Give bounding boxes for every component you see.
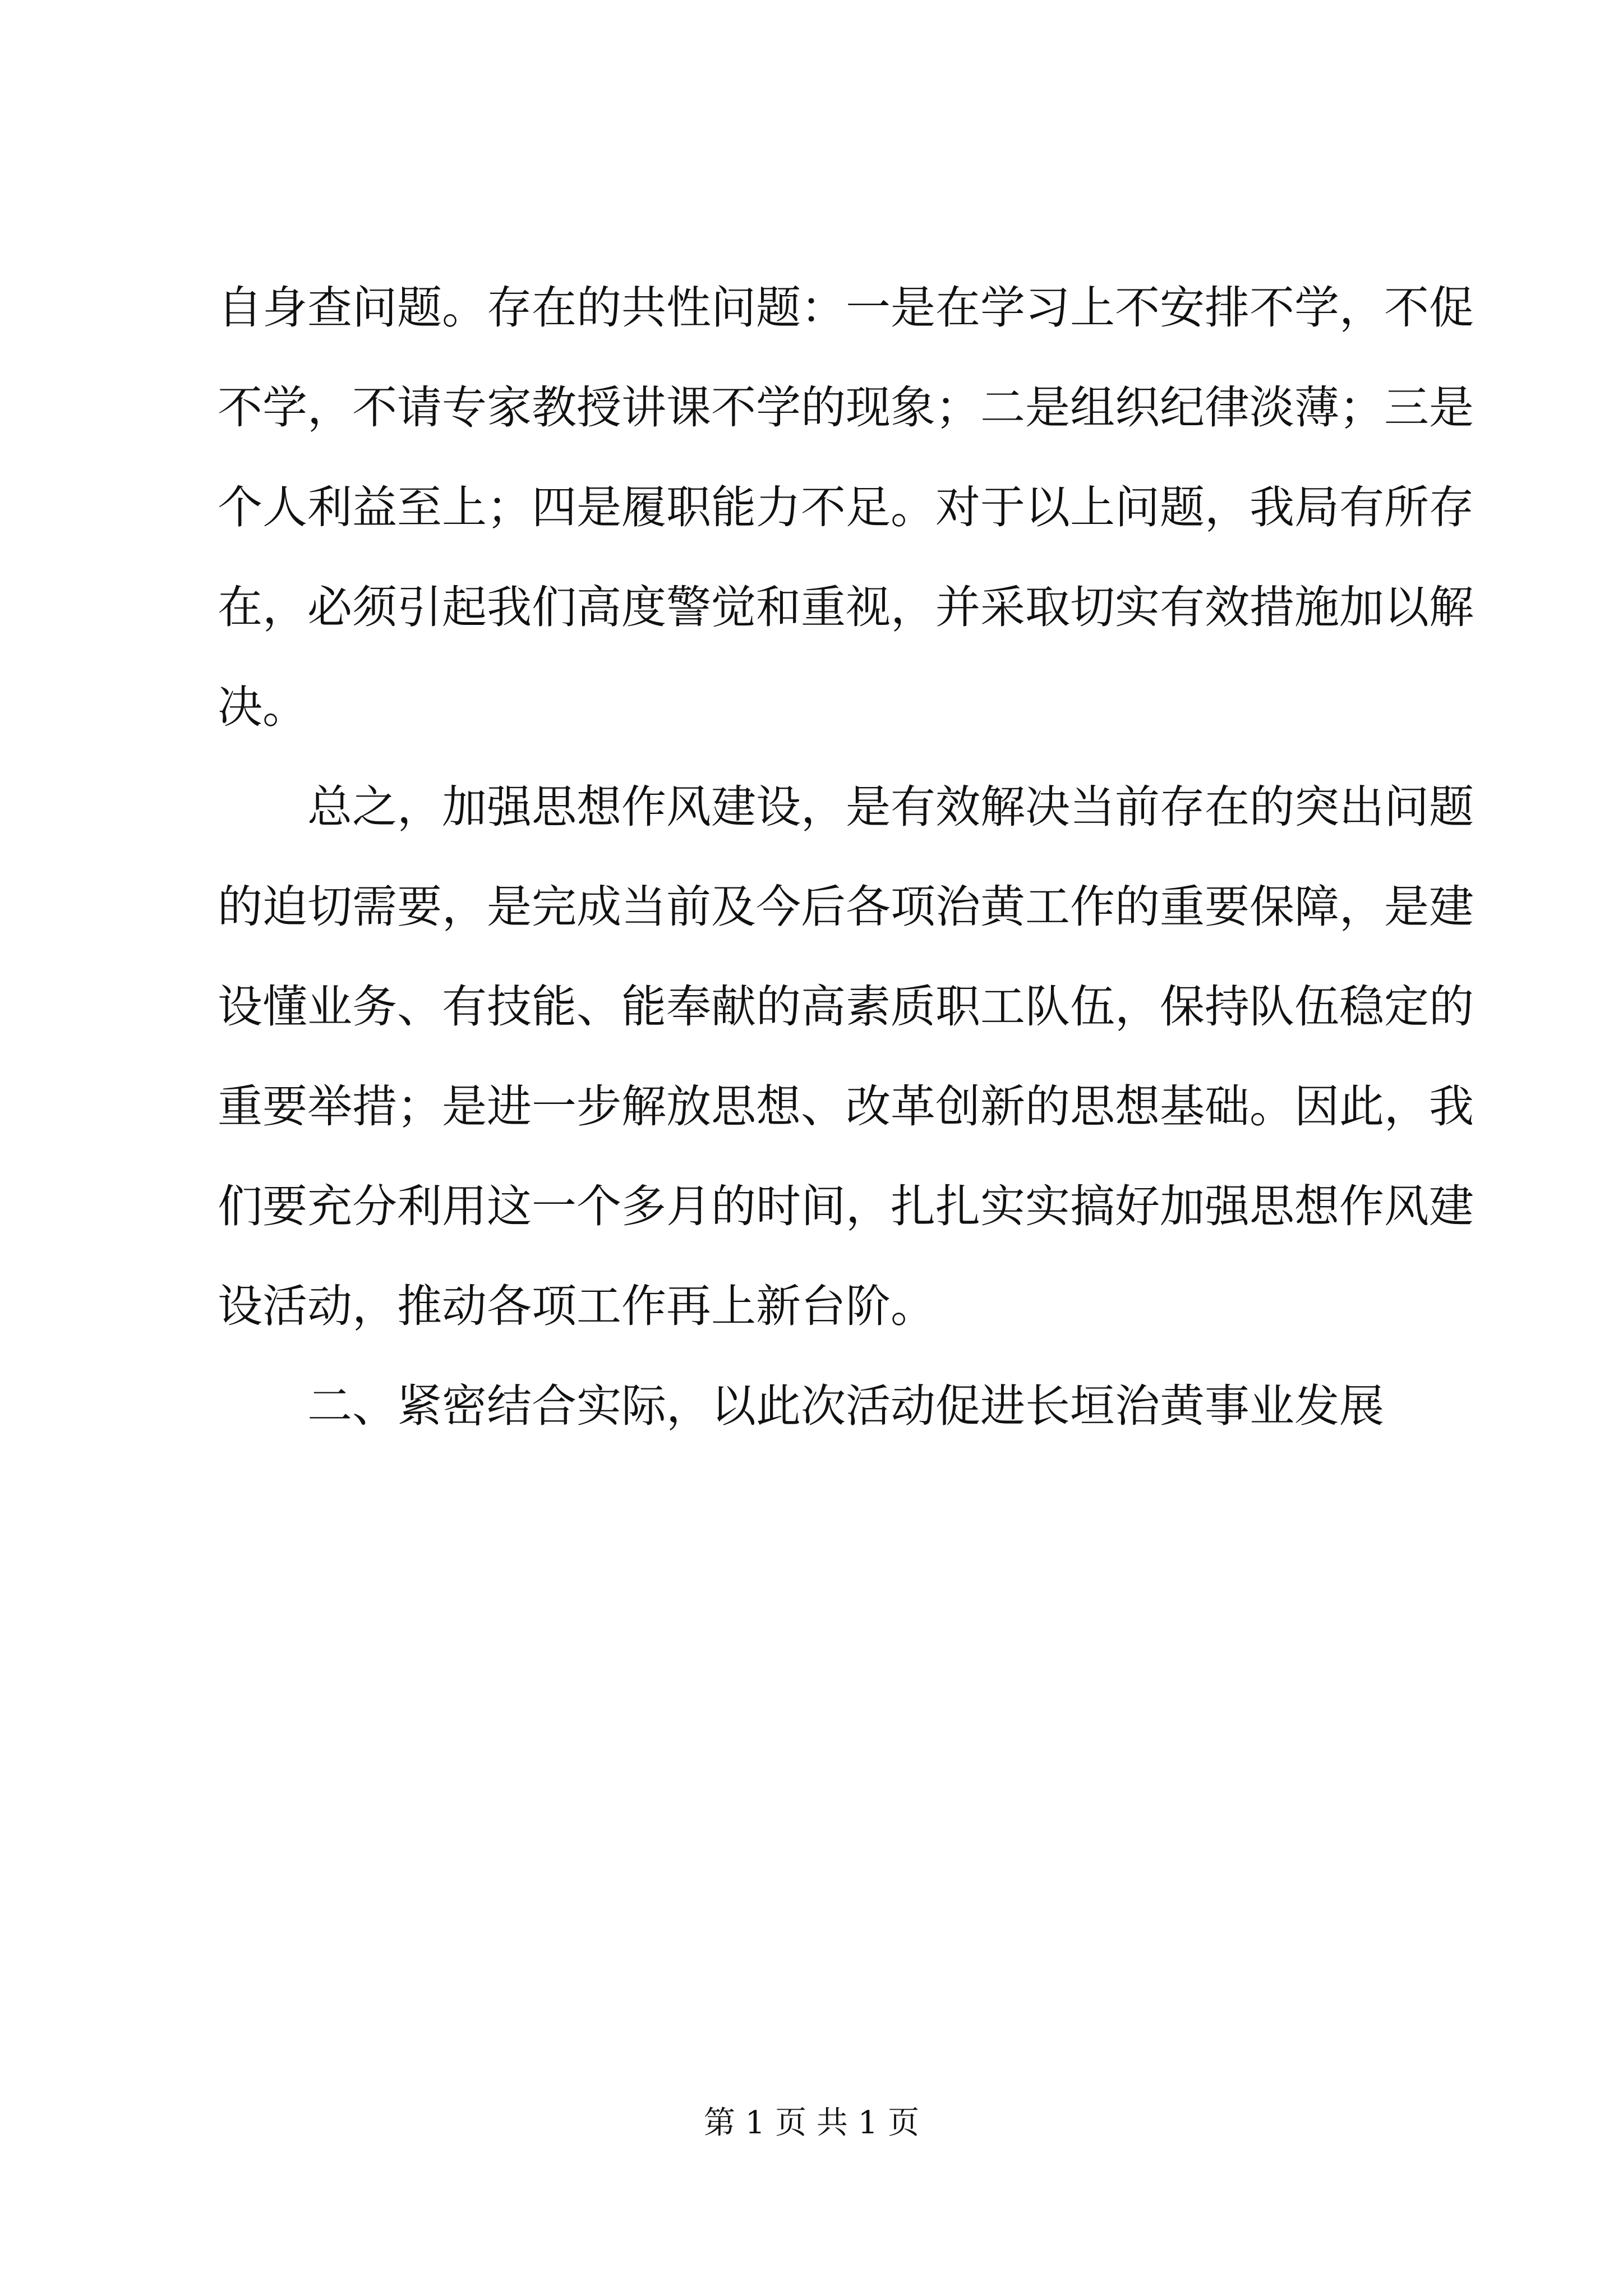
page-footer: [0, 2101, 1623, 2146]
paragraph-line: 自身查问题。存在的共性问题：一是在学习上不安排不学，不促: [218, 282, 1474, 334]
paragraph-line: 设活动，推动各项工作再上新台阶。: [218, 1280, 935, 1332]
paragraph-line: 决。: [218, 681, 307, 733]
paragraph-line: 在，必须引起我们高度警觉和重视，并采取切实有效措施加以解: [218, 581, 1474, 633]
paragraph-line: 总之，加强思想作风建设，是有效解决当前存在的突出问题: [307, 781, 1474, 833]
document-body: [218, 258, 1474, 1456]
paragraph-line: 设懂业务、有技能、能奉献的高素质职工队伍，保持队伍稳定的: [218, 981, 1474, 1033]
paragraph-line: 们要充分利用这一个多月的时间，扎扎实实搞好加强思想作风建: [218, 1180, 1474, 1232]
page-number-label: 第 1 页 共 1 页: [703, 2105, 920, 2141]
paragraph-line: 的迫切需要，是完成当前及今后各项治黄工作的重要保障，是建: [218, 881, 1474, 933]
section-heading: 二、紧密结合实际，以此次活动促进长垣治黄事业发展: [307, 1380, 1384, 1432]
paragraph-line: 不学，不请专家教授讲课不学的现象；二是组织纪律淡薄；三是: [218, 381, 1474, 434]
paragraph-line: 个人利益至上；四是履职能力不足。对于以上问题，我局有所存: [218, 481, 1474, 533]
paragraph-line: 重要举措；是进一步解放思想、改革创新的思想基础。因此，我: [218, 1080, 1474, 1133]
